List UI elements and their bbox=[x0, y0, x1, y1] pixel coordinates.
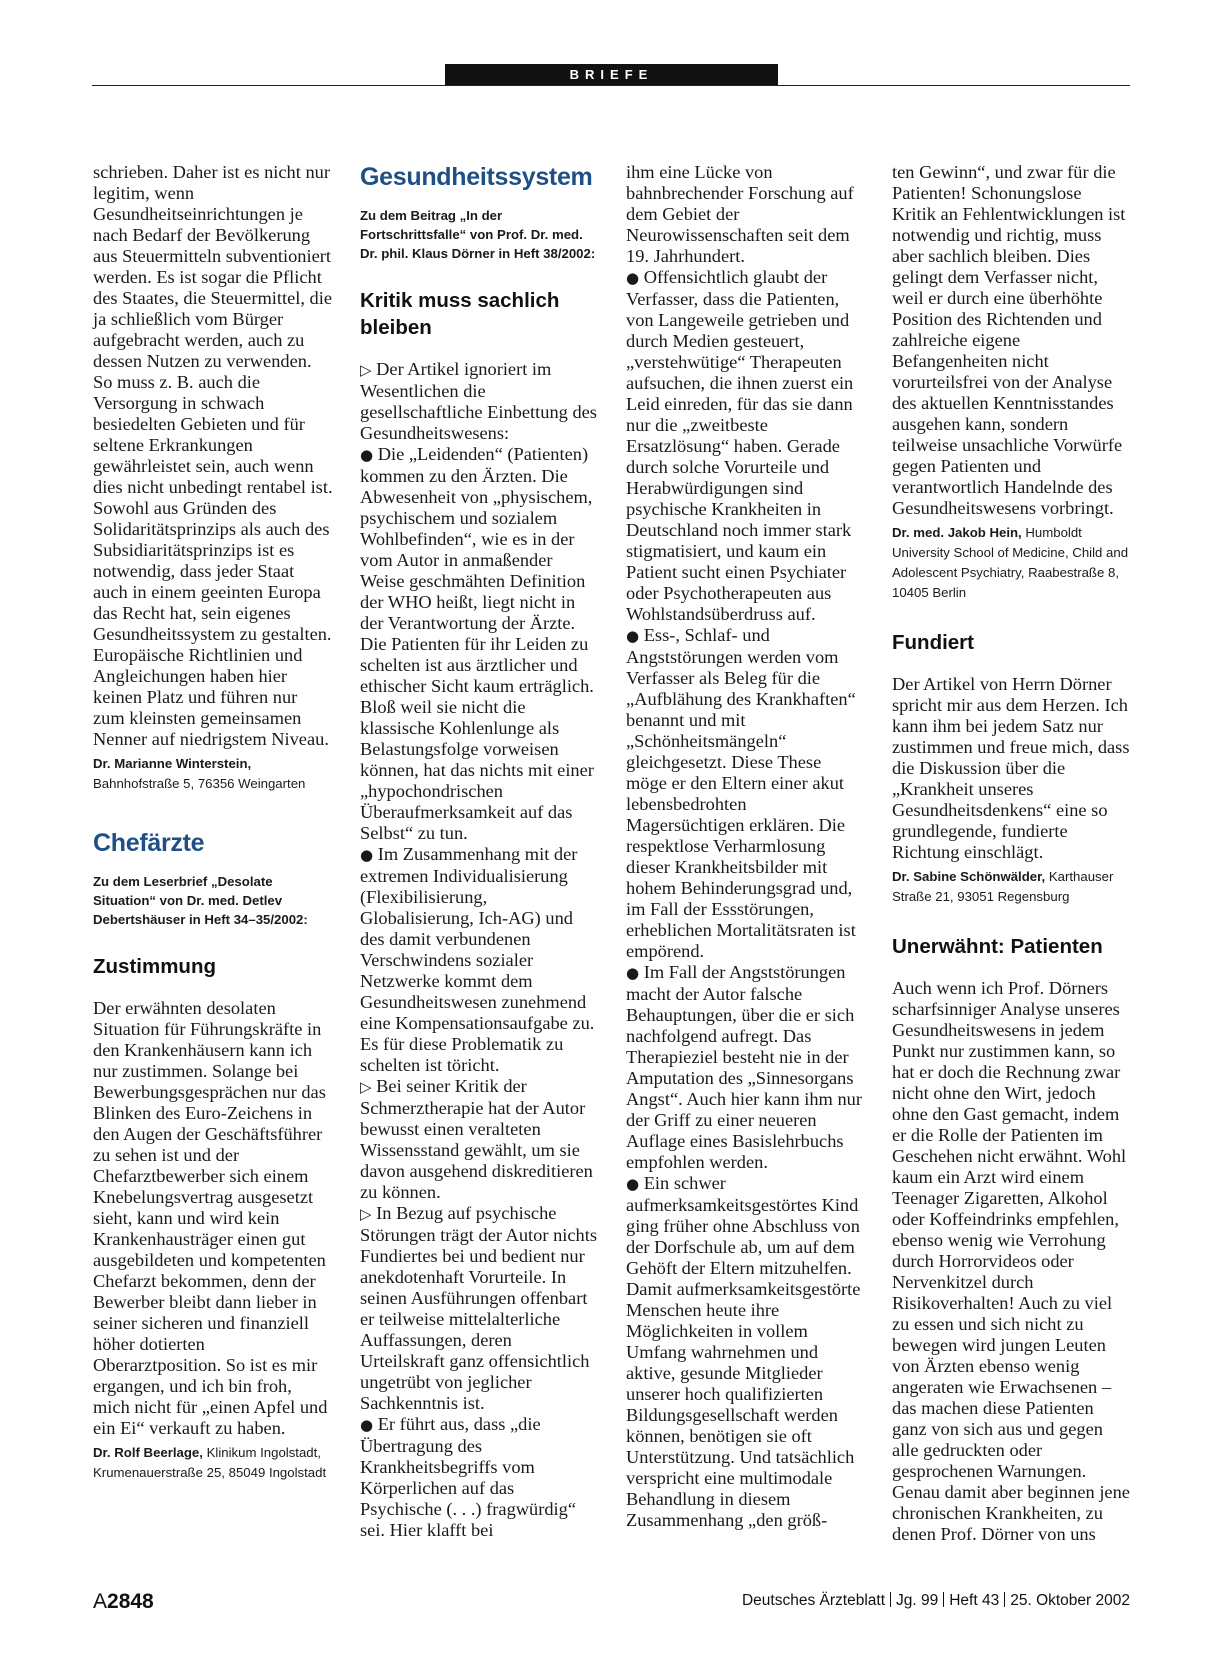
bullet-icon: ● bbox=[360, 1416, 374, 1434]
paragraph-text: In Bezug auf psychische Störungen trägt der Autor nichts Fundiertes bei und bedient nur anekdotenhaft Vorurteile. In seinen Ausführungen offenbart er teilweise mittelalterliche Auffassungen, deren Urteilskraft ganz offensichtlich ungetrübt von jeglicher Sachkenntnis ist. bbox=[360, 1203, 597, 1413]
page-number bbox=[93, 1590, 154, 1614]
letter-title: Unerwähnt: Patienten bbox=[892, 935, 1103, 958]
triangle-icon: ▷ bbox=[360, 1078, 372, 1096]
triangle-icon: ▷ bbox=[360, 1205, 372, 1223]
author-address: Karthauser Straße 21, 93051 Regensburg bbox=[892, 869, 1114, 904]
header-rule bbox=[92, 85, 1130, 86]
signature bbox=[93, 754, 333, 794]
paragraph-text: Die „Leidenden“ (Patienten) kommen zu den Ärzten. Die Abwesenheit von „physischem, psychischem und sozialem Wohlbefinden“, wie es in der vom Autor in anmaßender Weise geschmähten Definition der WHO heißt, liegt nicht in der Verantwortung der Ärzte. Die Patienten für ihr Leiden zu schelten ist aus ärztlicher und ethischer Sicht kaum erträglich. Bloß weil sie nicht die klassische Kohlenlunge als Belastungsfolge vorweisen können, hat das nichts mit einer „hypochondrischen Überaufmerksamkeit auf das Selbst“ zu tun. bbox=[360, 444, 594, 843]
paragraph bbox=[360, 359, 600, 444]
paragraph bbox=[360, 844, 600, 1076]
author-address: Klinikum Ingolstadt, Krumenauerstraße 25, 85049 Ingolstadt bbox=[93, 1445, 327, 1480]
journal-date: 25. Oktober 2002 bbox=[1010, 1592, 1130, 1609]
bullet-icon: ● bbox=[360, 446, 374, 464]
paragraph bbox=[626, 267, 866, 625]
paragraph bbox=[626, 1173, 866, 1531]
paragraph-text: Ein schwer aufmerksamkeitsgestörtes Kind ging früher ohne Abschluss von der Dorfschule ab, um auf dem Gehöft der Eltern mitzuhelfen. Damit aufmerksamkeitsgestörte Menschen heute ihre Möglichkeiten in vollem Umfang wahrnehmen und aktive, gesunde Mitglieder unserer hoch qualifizierten Bildungsgesellschaft werden können, benötigen sie oft Unterstützung. Und tatsächlich verspricht eine multimodale Behandlung in diesem Zusammenhang „den größ- bbox=[626, 1173, 861, 1530]
paragraph-text: Im Zusammenhang mit der extremen Individualisierung (Flexibilisierung, Globalisierung, Ich-AG) und des damit verbundenen Verschwindens sozialer Netzwerke kommt dem Gesundheitswesen zunehmend eine Kompensationsaufgabe zu. Es für diese Problematik zu schelten ist töricht. bbox=[360, 844, 595, 1075]
signature bbox=[93, 1443, 333, 1483]
letter-title: Zustimmung bbox=[93, 955, 216, 978]
section-header: BRIEFE bbox=[445, 64, 778, 85]
section-title: Chefärzte bbox=[93, 829, 205, 857]
paragraph bbox=[626, 962, 866, 1173]
letter-title: Fundiert bbox=[892, 631, 974, 654]
signature bbox=[892, 867, 1130, 907]
paragraph bbox=[360, 1076, 600, 1203]
column-1 bbox=[93, 162, 333, 1483]
signature bbox=[892, 523, 1130, 603]
paragraph-text: Er führt aus, dass „die Übertragung des Krankheitsbegriffs vom Körperlichen auf das Psychische (. . .) fragwürdig“ sei. Hier klafft bei bbox=[360, 1414, 577, 1540]
paragraph-text: Bei seiner Kritik der Schmerztherapie hat der Autor bewusst einen veralteten Wissensstand gewählt, um sie davon ausgehend diskreditieren zu können. bbox=[360, 1076, 593, 1202]
bullet-icon: ● bbox=[360, 846, 374, 864]
triangle-icon: ▷ bbox=[360, 361, 372, 379]
journal-info bbox=[742, 1592, 1130, 1610]
letter-text: Der erwähnten desolaten Situation für Führungskräfte in den Krankenhäusern kann ich nur zustimmen. Solange bei Bewerbungsgesprächen nur das Blinken des Euro-Zeichens in den Augen der Geschäftsführer zu sehen ist und der Chefarztbewerber sich einem Knebelungsvertrag ausgesetzt sieht, kann und wird kein Krankenhausträger einen gut ausgebildeten und kompetenten Chefarzt bekommen, denn der Bewerber bleibt dann lieber in seiner sicheren und finanziell höher dotierten Oberarztposition. So ist es mir ergangen, und ich bin froh, mich nicht für „einen Apfel und ein Ei“ verkauft zu haben. bbox=[93, 998, 328, 1438]
author-name: Dr. Rolf Beerlage, bbox=[93, 1445, 203, 1460]
paragraph-text: Der Artikel ignoriert im Wesentlichen die gesellschaftliche Einbettung des Gesundheitswesens: bbox=[360, 359, 597, 443]
letter-title: Kritik muss sachlich bleiben bbox=[360, 289, 560, 339]
divider bbox=[1004, 1592, 1005, 1607]
author-name: Dr. med. Jakob Hein, bbox=[892, 525, 1022, 540]
section-title: Gesundheitssystem bbox=[360, 163, 593, 191]
reference-line: Zu dem Leserbrief „Desolate Situation“ von Dr. med. Detlev Debertshäuser in Heft 34–35/2002: bbox=[93, 874, 308, 927]
paragraph bbox=[626, 625, 866, 962]
paragraph bbox=[360, 1414, 600, 1541]
bullet-icon: ● bbox=[626, 1175, 640, 1193]
page-number-value: 2848 bbox=[107, 1590, 154, 1613]
bullet-icon: ● bbox=[626, 627, 640, 645]
column-4 bbox=[892, 162, 1130, 1545]
journal-issue: Heft 43 bbox=[949, 1592, 1000, 1609]
paragraph-text: Ess-, Schlaf- und Angststörungen werden vom Verfasser als Beleg für die „Aufblähung des Krankhaften“ benannt und mit „Schönheitsmängeln“ gleichgesetzt. Diese These möge er den Eltern einer akut lebensbedrohten Magersüchtigen erklären. Die respektlose Verharmlosung dieser Krankheitsbilder mit hohem Behinderungsgrad und, im Fall der Essstörungen, erheblichen Mortalitätsraten ist empörend. bbox=[626, 625, 856, 961]
page-prefix: A bbox=[93, 1590, 108, 1613]
paragraph: Der Artikel von Herrn Dörner spricht mir aus dem Herzen. Ich kann ihm bei jedem Satz nur zustimmen und freue mich, dass die Diskussion über die „Krankheit unseres Gesundheitsdenkens“ eine so grundlegende, fundierte Richtung einschlägt. bbox=[892, 674, 1130, 862]
author-address: Humboldt University School of Medicine, Child and Adolescent Psychiatry, Raabestraße 8, 10405 Berlin bbox=[892, 525, 1129, 600]
paragraph bbox=[360, 444, 600, 844]
author-name: Dr. Sabine Schönwälder, bbox=[892, 869, 1046, 884]
divider bbox=[943, 1592, 944, 1607]
bullet-icon: ● bbox=[626, 269, 640, 287]
author-address: Bahnhofstraße 5, 76356 Weingarten bbox=[93, 776, 306, 791]
bullet-icon: ● bbox=[626, 964, 640, 982]
divider bbox=[890, 1592, 891, 1607]
journal-volume: Jg. 99 bbox=[896, 1592, 939, 1609]
reference-line: Zu dem Beitrag „In der Fortschrittsfalle“ von Prof. Dr. med. Dr. phil. Klaus Dörner in Heft 38/2002: bbox=[360, 208, 596, 261]
journal-name: Deutsches Ärzteblatt bbox=[741, 1592, 885, 1609]
column-2 bbox=[360, 162, 600, 1541]
author-name: Dr. Marianne Winterstein, bbox=[93, 756, 252, 771]
paragraph-text: Offensichtlich glaubt der Verfasser, dass die Patienten, von Langeweile getrieben und durch Medien gesteuert, „verstehwütige“ Therapeuten aufsuchen, die ihnen zuerst ein Leid einreden, für das sie dann nur die „zweitbeste Ersatzlösung“ haben. Gerade durch solche Vorurteile und Herabwürdigungen sind psychische Krankheiten in Deutschland noch immer stark stigmatisiert, und kaum ein Patient sucht einen Psychiater oder Psychotherapeuten aus Wohlstandsüberdruss auf. bbox=[626, 267, 854, 624]
column-3 bbox=[626, 162, 866, 1531]
letter-text: schrieben. Daher ist es nicht nur legitim, wenn Gesundheitseinrichtungen je nach Bedarf der Bevölkerung aus Steuermitteln subventioniert werden. Es ist sogar die Pflicht des Staates, die Steuermittel, die ja schließlich vom Bürger aufgebracht werden, auch zu dessen Nutzen zu verwenden. So muss z. B. auch die Versorgung in schwach besiedelten Gebieten und für seltene Erkrankungen gewährleistet sein, auch wenn dies nicht unbedingt rentabel ist. Sowohl aus Gründen des Solidaritätsprinzips als auch des Subsidiaritätsprinzips ist es notwendig, dass jeder Staat auch in einem geeinten Europa das Recht hat, sein eigenes Gesundheitssystem zu gestalten. Europäische Richtlinien und Angleichungen haben hier keinen Platz und führen nur zum kleinsten gemeinsamen Nenner auf niedrigstem Niveau. bbox=[93, 162, 333, 749]
paragraph: ten Gewinn“, und zwar für die Patienten! Schonungslose Kritik an Fehlentwicklungen ist notwendig und richtig, muss aber sachlich bleiben. Dies gelingt dem Verfasser nicht, weil er durch eine überhöhte Position des Richtenden und zahlreiche eigene Befangenheiten nicht vorurteilsfrei von der Analyse des aktuellen Kenntnisstandes ausgehen kann, sondern teilweise unsachliche Vorwürfe gegen Patienten und verantwortlich Handelnde des Gesundheitswesens vorbringt. bbox=[892, 162, 1126, 518]
paragraph: Auch wenn ich Prof. Dörners scharfsinniger Analyse unseres Gesundheitswesens in jedem Punkt nur zustimmen kann, so hat er doch die Rechnung zwar nicht ohne den Wirt, jedoch ohne den Gast gemacht, indem er die Rolle der Patienten im Geschehen nicht erwähnt. Wohl kaum ein Arzt wird einem Teenager Zigaretten, Alkohol oder Koffeindrinks empfehlen, ebenso wenig wie Verrohung durch Horrorvideos oder Nervenkitzel durch Risikoverhalten! Auch zu viel zu essen und sich nicht zu bewegen wird jungen Leuten von Ärzten ebenso wenig angeraten wie Erwachsenen – das machen diese Patienten ganz von sich aus und gegen alle gedruckten oder gesprochenen Warnungen. Genau damit aber beginnen jene chronischen Krankheiten, zu denen Prof. Dörner von uns bbox=[892, 978, 1130, 1544]
paragraph: ihm eine Lücke von bahnbrechender Forschung auf dem Gebiet der Neurowissenschaften seit dem 19. Jahrhundert. bbox=[626, 162, 854, 266]
paragraph-text: Im Fall der Angststörungen macht der Autor falsche Behauptungen, über die er sich nachfolgend aufregt. Das Therapieziel besteht nie in der Amputation des „Sinnesorgans Angst“. Auch hier kann ihm nur der Griff zu einer neueren Auflage eines Basislehrbuchs empfohlen werden. bbox=[626, 962, 862, 1172]
paragraph bbox=[360, 1203, 600, 1414]
